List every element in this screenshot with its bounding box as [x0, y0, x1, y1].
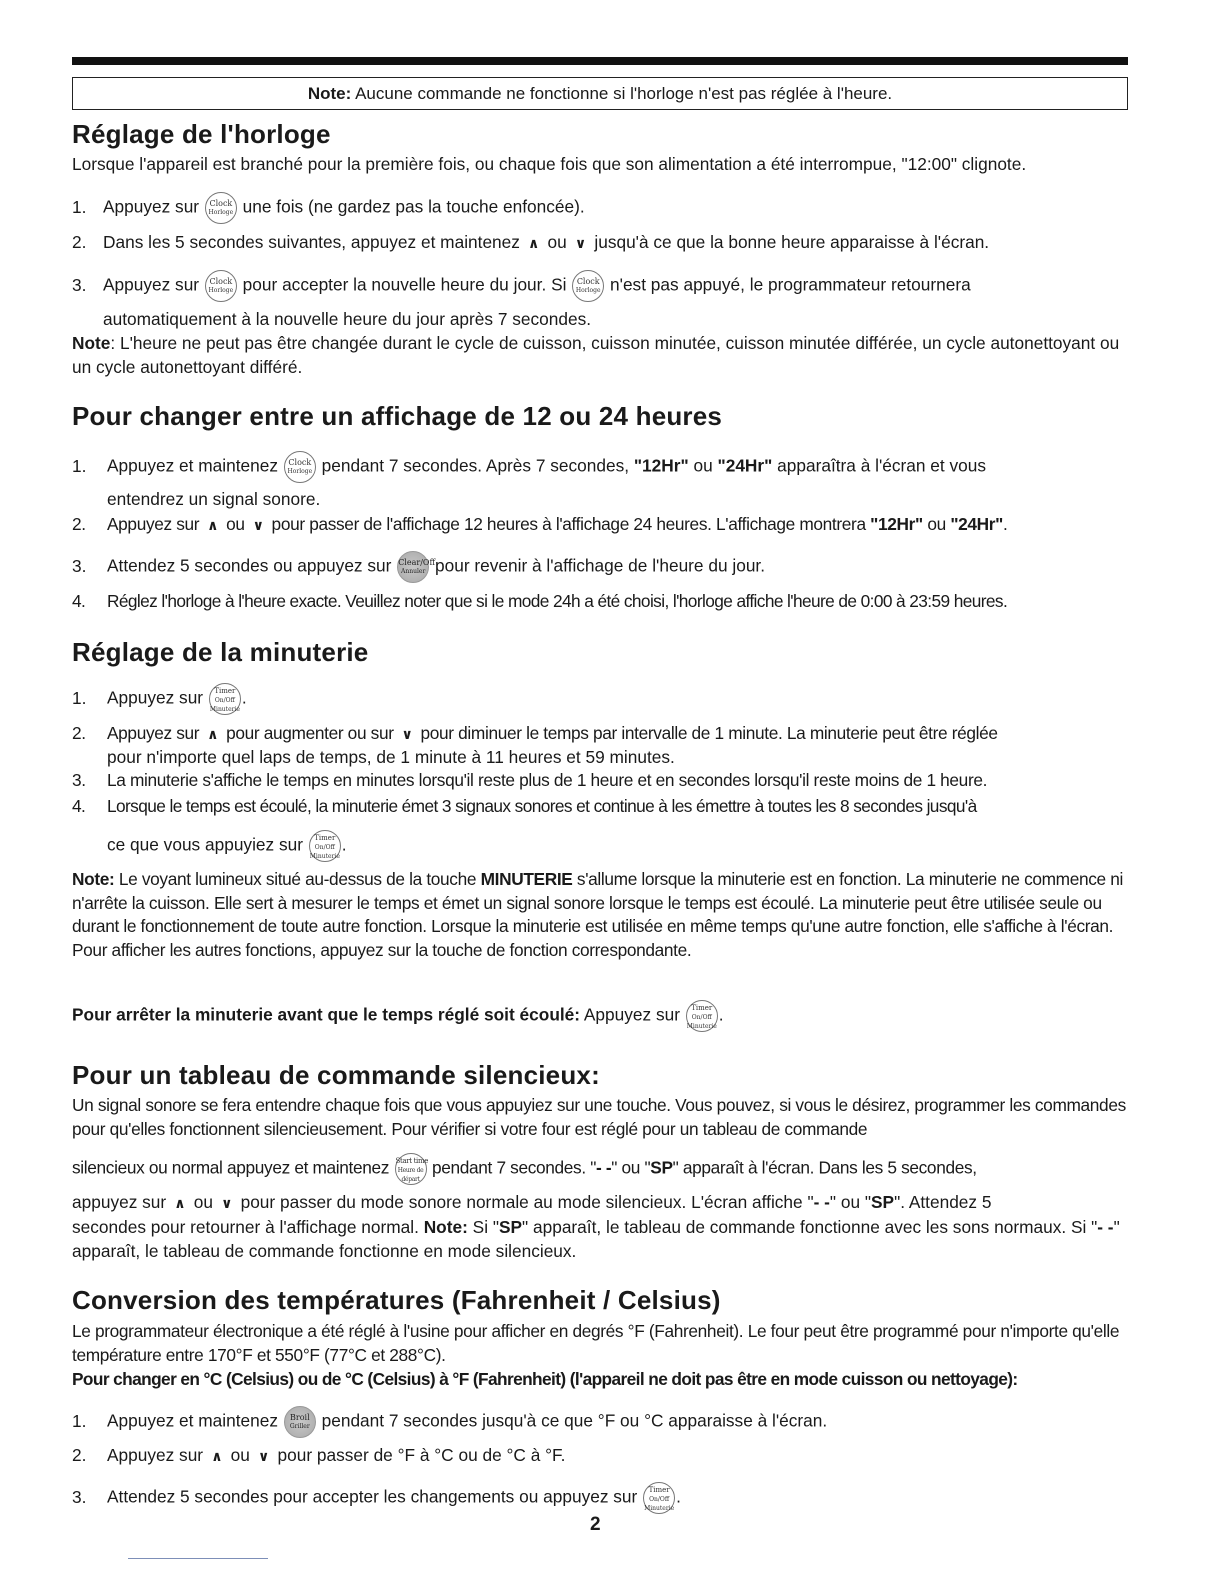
section-title-timer: Réglage de la minuterie — [72, 637, 369, 667]
timer-step-4-cont: ce que vous appuyiez sur Timer On/Off Minuterie . — [107, 830, 1165, 858]
section-title-clock: Réglage de l'horloge — [72, 119, 331, 149]
timer-key-icon: Timer On/Off Minuterie — [209, 683, 241, 715]
up-arrow-icon: ∧ — [207, 726, 219, 742]
down-arrow-icon: ∨ — [401, 726, 413, 742]
section-title-silent: Pour un tableau de commande silencieux: — [72, 1060, 600, 1090]
temp-step-2: 2. Appuyez sur ∧ ou ∨ pour passer de °F à °C ou de °C à °F. — [72, 1441, 1130, 1469]
display-step-1: 1. Appuyez et maintenez Clock Horloge pendant 7 secondes. Après 7 secondes, "12Hr" ou "24Hr" apparaîtra à l'écran et vous — [72, 451, 1130, 479]
timer-key-icon: Timer On/Off Minuterie — [643, 1482, 675, 1514]
timer-step-2-cont: pour n'importe quel laps de temps, de 1 minute à 11 heures et 59 minutes. — [107, 747, 675, 767]
timer-step-2: 2. Appuyez sur ∧ pour augmenter ou sur ∨ pour diminuer le temps par intervalle de 1 minute. La minuterie peut être réglée — [72, 719, 1130, 747]
note-box — [72, 77, 1128, 110]
down-arrow-icon: ∨ — [574, 235, 587, 251]
clock-step-3: 3. Appuyez sur Clock Horloge pour accepter la nouvelle heure du jour. Si Clock Horloge n'est pas appuyé, le programmateur retournera — [72, 270, 1130, 298]
display-step-3: 3. Attendez 5 secondes ou appuyez sur Clear/Off Annuler pour revenir à l'affichage de l'heure du jour. — [72, 551, 1130, 579]
clock-intro: Lorsque l'appareil est branché pour la première fois, ou chaque fois que son alimentation a été interrompue, "12:00" clignote. — [72, 154, 1027, 174]
section-title-12-24: Pour changer entre un affichage de 12 ou 24 heures — [72, 401, 723, 431]
clock-key-icon: Clock Horloge — [572, 270, 604, 302]
clear-off-key-icon: Clear/Off Annuler — [397, 551, 429, 583]
up-arrow-icon: ∧ — [207, 517, 219, 533]
timer-note: Note: Le voyant lumineux situé au-dessus de la touche MINUTERIE s'allume lorsque la minuterie est en fonction. La minuterie ne commence ni n'arrête la cuisson. Elle sert à mesurer le temps et émet un signal sonore lorsque le temps est écoulé. La minuterie peut être utilisée seule ou durant le fonctionnement de toute autre fonction. Lorsque la minuterie est utilisée en même temps qu'une autre fonction, elle s'affiche à l'écran. Pour afficher les autres fonctions, appuyez sur la touche de fonction correspondante. — [72, 869, 1123, 960]
temp-step-1: 1. Appuyez et maintenez Broil Griller pendant 7 secondes jusqu'à ce que °F ou °C apparaisse à l'écran. — [72, 1406, 1130, 1434]
broil-key-icon: Broil Griller — [284, 1406, 316, 1438]
timer-step-4: 4. Lorsque le temps est écoulé, la minuterie émet 3 signaux sonores et continue à les émettre à toutes les 8 secondes jusqu'à — [72, 796, 977, 816]
down-arrow-icon: ∨ — [258, 1448, 270, 1464]
display-step-1-cont: entendrez un signal sonore. — [107, 489, 321, 509]
timer-stop: Pour arrêter la minuterie avant que le temps réglé soit écoulé: Appuyez sur Timer On/Off Minuterie . — [72, 1000, 1130, 1028]
up-arrow-icon: ∧ — [211, 1448, 223, 1464]
silent-intro: Un signal sonore se fera entendre chaque fois que vous appuyiez sur une touche. Vous pouvez, si vous le désirez, programmer les commandes pour qu'elles fonctionnent silencieusement. Pour vérifier si votre four est réglé pour un tableau de commande — [72, 1095, 1126, 1139]
temp-intro: Le programmateur électronique a été réglé à l'usine pour afficher en degrés °F (Fahrenheit). Le four peut être programmé pour n'importe qu'elle température entre 170°F et 550°F (77°C et 288°C). — [72, 1321, 1120, 1365]
top-rule — [72, 57, 1128, 65]
silent-line-2: silencieux ou normal appuyez et maintenez Start time Heure de départ pendant 7 secondes. "- -" ou "SP" apparaît à l'écran. Dans les 5 secondes, — [72, 1153, 1130, 1181]
note-text: Aucune commande ne fonctionne si l'horloge n'est pas réglée à l'heure. — [351, 84, 893, 103]
clock-step-1: 1. Appuyez sur Clock Horloge une fois (ne gardez pas la touche enfoncée). — [72, 192, 1130, 220]
temp-instruction: Pour changer en °C (Celsius) ou de °C (Celsius) à °F (Fahrenheit) (l'appareil ne doit pas être en mode cuisson ou nettoyage): — [72, 1369, 1018, 1389]
clock-key-icon: Clock Horloge — [284, 451, 316, 483]
section-title-temperature: Conversion des températures (Fahrenheit / Celsius) — [72, 1285, 721, 1315]
temp-step-3: 3. Attendez 5 secondes pour accepter les changements ou appuyez sur Timer On/Off Minuterie . — [72, 1482, 1130, 1510]
clock-note: Note: L'heure ne peut pas être changée durant le cycle de cuisson, cuisson minutée, cuisson minutée différée, un cycle autonettoyant ou un cycle autonettoyant différé. — [72, 333, 1120, 377]
timer-key-icon: Timer On/Off Minuterie — [686, 1000, 718, 1032]
clock-step-2: 2. Dans les 5 secondes suivantes, appuyez et maintenez ∧ ou ∨ jusqu'à ce que la bonne heure apparaisse à l'écran. — [72, 228, 1130, 256]
start-time-key-icon: Start time Heure de départ — [395, 1153, 427, 1185]
clock-key-icon: Clock Horloge — [205, 192, 237, 224]
footer-rule — [128, 1558, 268, 1559]
down-arrow-icon: ∨ — [221, 1195, 233, 1211]
timer-step-3: 3. La minuterie s'affiche le temps en minutes lorsqu'il reste plus de 1 heure et en secondes lorsqu'il reste moins de 1 heure. — [72, 770, 988, 790]
note-label: Note: — [307, 84, 352, 103]
timer-step-1: 1. Appuyez sur Timer On/Off Minuterie . — [72, 683, 1130, 711]
silent-note: secondes pour retourner à l'affichage normal. Note: Si "SP" apparaît, le tableau de commande fonctionne avec les sons normaux. Si "- -" apparaît, le tableau de commande fonctionne en mode silencieux. — [72, 1217, 1120, 1261]
silent-line-3: appuyez sur ∧ ou ∨ pour passer du mode sonore normale au mode silencieux. L'écran affiche "- -" ou "SP". Attendez 5 — [72, 1188, 1130, 1216]
up-arrow-icon: ∧ — [528, 235, 540, 251]
clock-step-3-cont: automatiquement à la nouvelle heure du jour après 7 secondes. — [103, 309, 592, 329]
down-arrow-icon: ∨ — [252, 517, 264, 533]
timer-key-icon: Timer On/Off Minuterie — [309, 830, 341, 862]
up-arrow-icon: ∧ — [174, 1195, 186, 1211]
page-number: 2 — [590, 1514, 601, 1535]
display-step-4: 4. Réglez l'horloge à l'heure exacte. Veuillez noter que si le mode 24h a été choisi, l'horloge affiche l'heure de 0:00 à 23:59 heures. — [72, 591, 1008, 611]
clock-key-icon: Clock Horloge — [205, 270, 237, 302]
display-step-2: 2. Appuyez sur ∧ ou ∨ pour passer de l'affichage 12 heures à l'affichage 24 heures. L'affichage montrera "12Hr" ou "24Hr". — [72, 510, 1130, 538]
